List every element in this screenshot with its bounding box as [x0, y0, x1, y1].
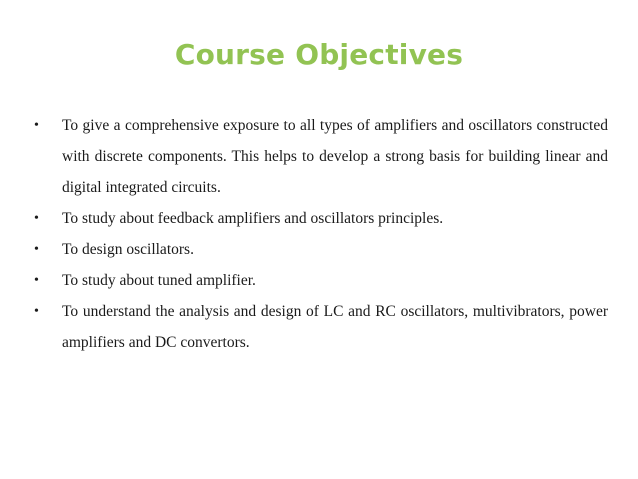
objective-text: To study about tuned amplifier.: [62, 272, 256, 289]
objective-item: [30, 296, 608, 358]
objective-item: [30, 234, 608, 265]
objective-item: [30, 265, 608, 296]
objective-text: To give a comprehensive exposure to all types of amplifiers and oscillators constructed with discrete components. This helps to develop a strong basis for building linear and digital integrated circuits.: [62, 117, 608, 196]
bullet-icon: •: [34, 273, 39, 288]
slide-title: Course Objectives: [174, 38, 464, 71]
objective-text: To understand the analysis and design of LC and RC oscillators, multivibrators, power amplifiers and DC convertors.: [62, 303, 608, 351]
bullet-icon: •: [34, 242, 39, 257]
objectives-list: [30, 110, 608, 358]
bullet-icon: •: [34, 304, 39, 319]
bullet-icon: •: [34, 211, 39, 226]
bullet-icon: •: [34, 118, 39, 133]
objective-text: To design oscillators.: [62, 241, 194, 258]
objective-text: To study about feedback amplifiers and oscillators principles.: [62, 210, 444, 227]
objective-item: [30, 110, 608, 203]
objective-item: [30, 203, 608, 234]
